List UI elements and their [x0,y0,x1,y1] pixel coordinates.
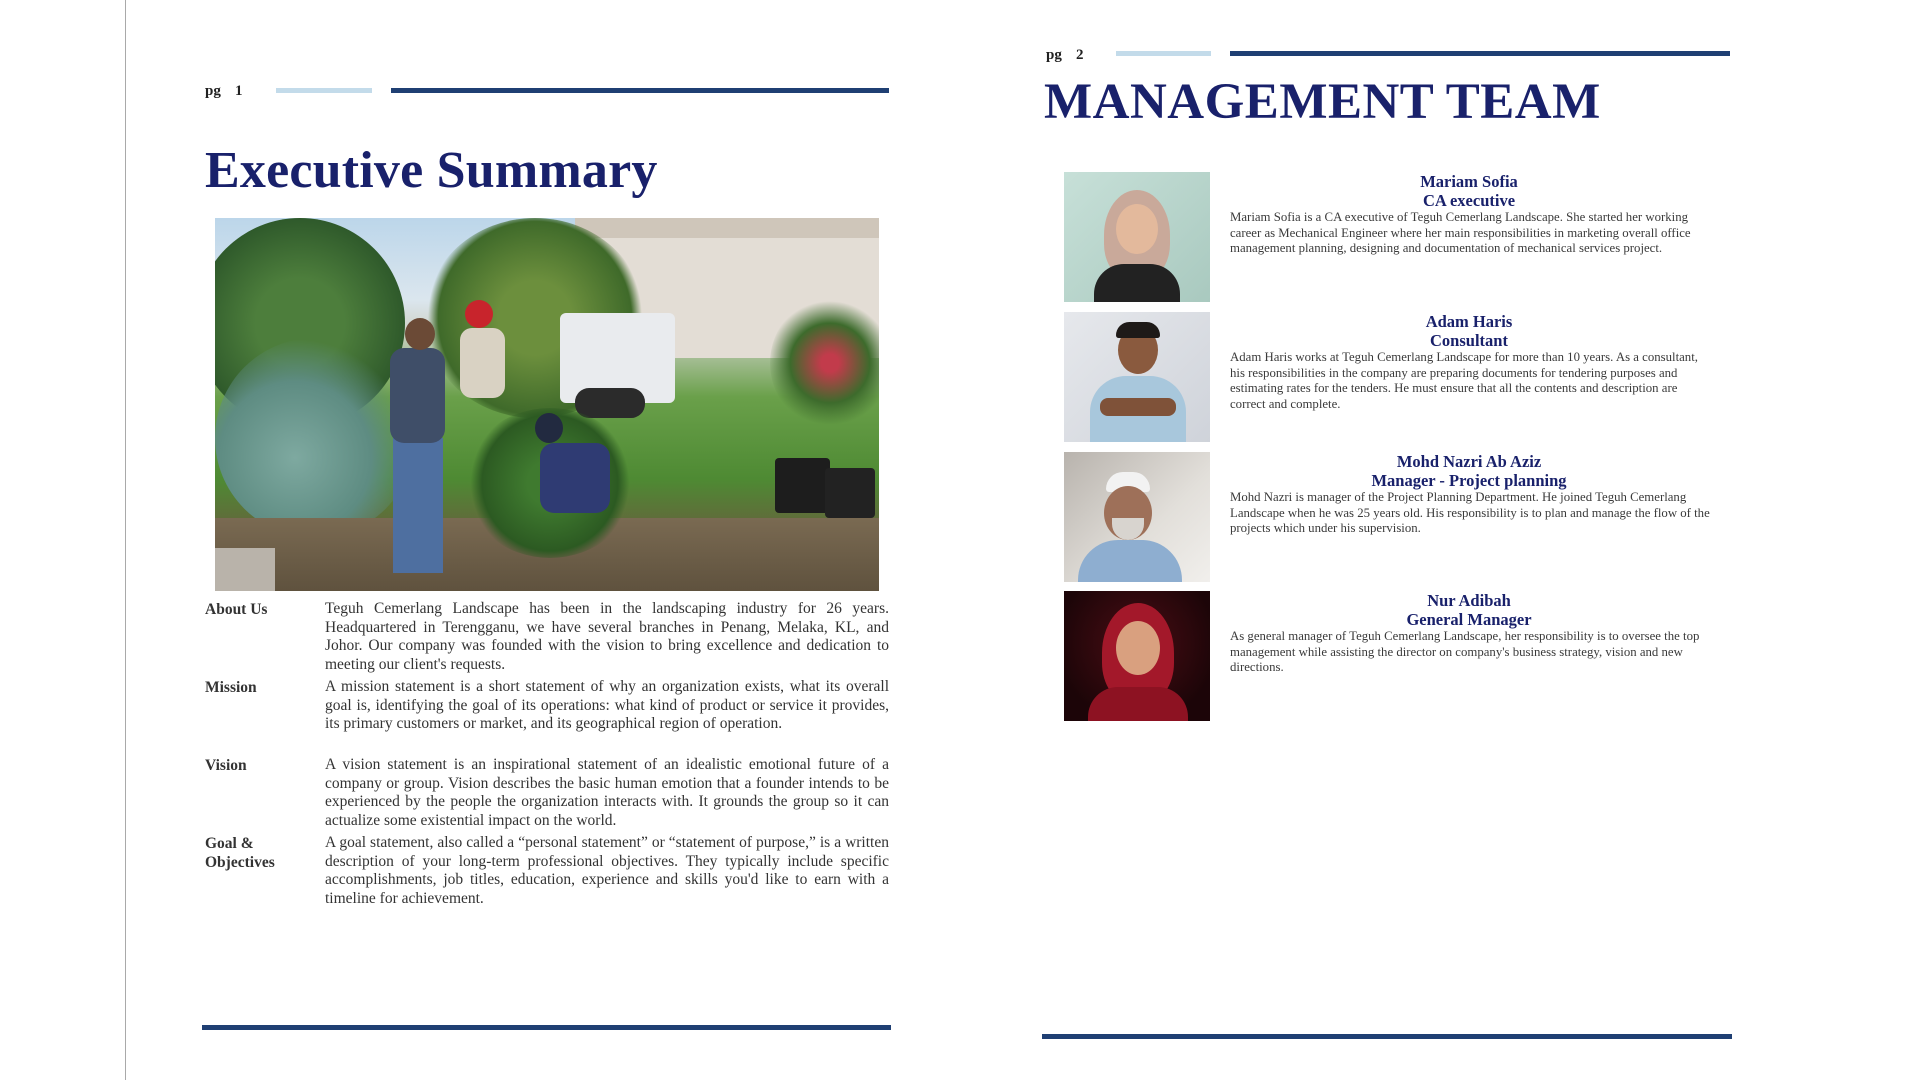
portrait-man-photo [1064,312,1210,442]
page-number: 2 [1076,47,1084,63]
portrait-woman-hijab-photo [1064,172,1210,302]
member-name: Nur Adibah [1427,591,1511,610]
footer-rule [202,1025,891,1030]
footer-rule [1042,1034,1732,1039]
member-description: Mohd Nazri is manager of the Project Planning Department. He joined Teguh Cemerlang Landscape when he was 25 years old. His responsibility is to plan and manage the flow of the projects which under his supervision. [1230,490,1710,535]
section-text: A mission statement is a short statement of why an organization exists, what its overall goal is, identifying the goal of its operations: what kind of product or service it provides, its primary customers or market, and its geographical region of operation. [325,678,889,732]
member-role: General Manager [1406,610,1532,629]
member-name: Mohd Nazri Ab Aziz [1396,452,1542,471]
member-role: CA executive [1422,191,1516,210]
section-label: About Us [205,601,268,618]
section-label: Vision [205,757,247,774]
section-text: A vision statement is an inspirational statement of an idealistic emotional future of a company or group. Vision describes the basic human emotion that a founder intends to be experienced by the people the organization interacts with. It grounds the group so it can actualize some existential impact on the world. [325,756,889,829]
section-text: Teguh Cemerlang Landscape has been in the landscaping industry for 26 years. Headquartered in Terengganu, we have several branches in Penang, Melaka, KL, and Johor. Our company was founded with the vision to bring excellence and dedication to meeting our client's requests. [325,600,889,673]
section-label: Mission [205,679,257,696]
landscaping-workers-photo [215,218,879,591]
member-name: Mariam Sofia [1420,172,1518,191]
member-role: Manager - Project planning [1371,471,1567,490]
section-text: A goal statement, also called a “personal statement” or “statement of purpose,” is a written description of your long-term professional objectives. They typically include specific accomplishments, job titles, education, experience and skills you'd like to earn with a timeline for achievement. [325,834,889,907]
page-title: Executive Summary [205,142,658,199]
member-role: Consultant [1430,331,1508,350]
page-2 [1044,0,1734,1080]
section-label: Goal & Objectives [205,835,275,871]
header-rule-dark [391,88,889,93]
portrait-older-man-photo [1064,452,1210,582]
page-gutter-divider [125,0,126,1080]
portrait-woman-red-hijab-photo [1064,591,1210,721]
header-rule-light [276,88,372,93]
page-1 [205,0,890,1080]
member-description: Mariam Sofia is a CA executive of Teguh Cemerlang Landscape. She started her working career as Mechanical Engineer where her main responsibilities in marketing overall office management planning, designing and documentation of mechanical services project. [1230,210,1691,255]
member-name: Adam Haris [1425,312,1513,331]
page-label: pg [205,83,221,99]
page-label: pg [1046,47,1062,63]
member-description: Adam Haris works at Teguh Cemerlang Landscape for more than 10 years. As a consultant, his responsibilities in the company are preparing documents for tendering purposes and estimating rates for the tenders. He must ensure that all the contents and description are correct and complete. [1230,350,1698,411]
header-rule-dark [1230,51,1730,56]
page-title: MANAGEMENT TEAM [1044,74,1601,130]
page-number: 1 [235,83,243,99]
member-description: As general manager of Teguh Cemerlang Landscape, her responsibility is to oversee the top management while assisting the director on company's business strategy, vision and new directions. [1230,629,1700,674]
header-rule-light [1116,51,1211,56]
